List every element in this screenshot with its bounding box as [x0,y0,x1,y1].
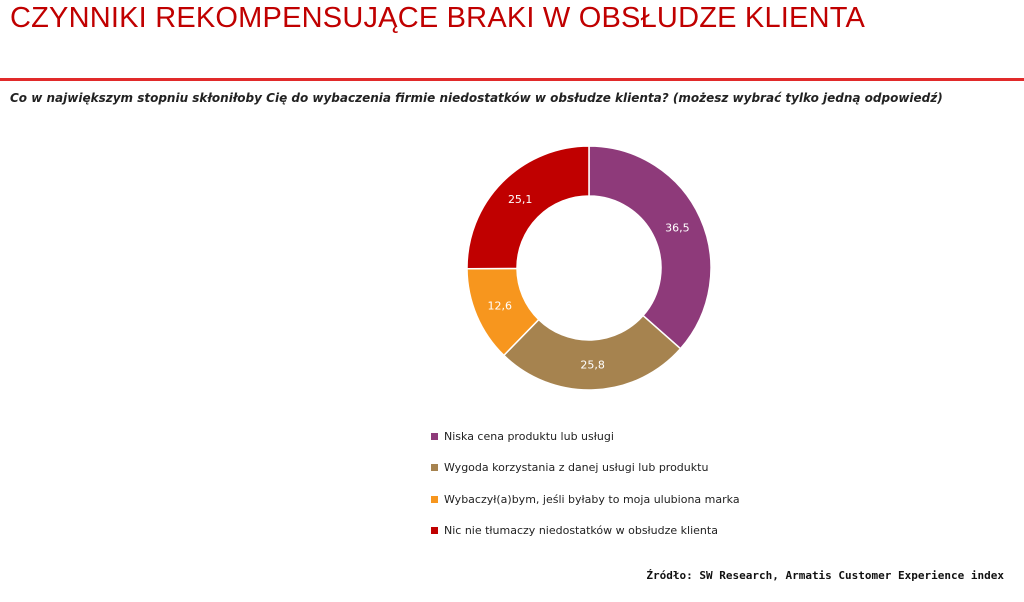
legend-item-wygoda [431,460,740,476]
donut-slice-niska-cena [589,146,711,349]
slice-value-label-niska-cena: 36,5 [665,221,690,235]
legend-swatch [431,464,438,471]
legend-swatch [431,433,438,440]
legend-item-nic-nie-tlumaczy [431,523,740,539]
donut-slices [467,146,711,390]
legend-label: Wybaczył(a)bym, jeśli byłaby to moja ulubiona marka [444,492,740,506]
legend-swatch [431,496,438,503]
legend-item-ulubiona-marka [431,491,740,507]
page-title: CZYNNIKI REKOMPENSUJĄCE BRAKI W OBSŁUDZE KLIENTA [10,2,866,34]
slice-value-label-ulubiona-marka: 12,6 [487,299,512,313]
legend-label: Niska cena produktu lub usługi [444,429,614,443]
slice-value-label-wygoda: 25,8 [580,358,605,372]
donut-slice-nic-nie-tlumaczy [467,146,589,269]
legend-swatch [431,527,438,534]
slice-value-label-nic-nie-tlumaczy: 25,1 [507,193,533,207]
legend-item-niska-cena [431,428,740,444]
chart-legend [431,428,740,554]
source-note: Źródło: SW Research, Armatis Customer Experience index [646,569,1004,582]
legend-label: Nic nie tłumaczy niedostatków w obsłudze klienta [444,524,718,537]
legend-label: Wygoda korzystania z danej usługi lub produktu [444,461,709,474]
survey-question: Co w największym stopniu skłoniłoby Cię do wybaczenia firmie niedostatków w obsłudze klienta? (możesz wybrać tylko jedną odpowiedź) [10,91,943,105]
